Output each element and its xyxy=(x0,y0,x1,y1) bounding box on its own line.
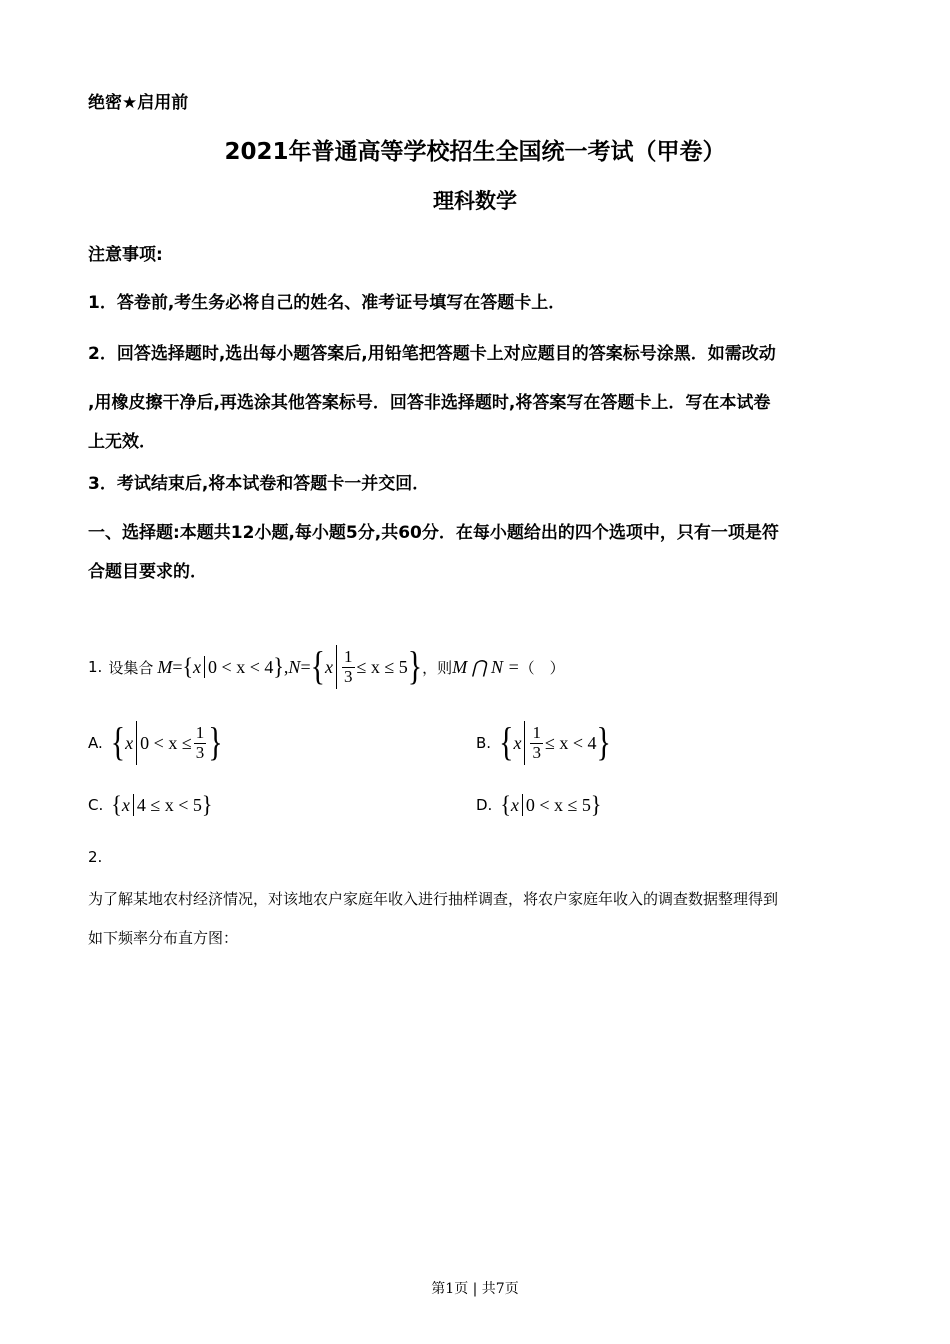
note-item-3: 3．考试结束后,将本试卷和答题卡一并交回． xyxy=(88,474,430,494)
option-d-cond: 0 < x ≤ 5 xyxy=(525,794,591,815)
q1-brace-close-n: } xyxy=(407,644,423,689)
q1-brace-close-m: } xyxy=(273,652,284,681)
option-b-brace-open: { xyxy=(499,720,514,765)
q2-number: 2. xyxy=(88,848,103,866)
q1-option-a xyxy=(88,716,223,770)
q1-comma: , xyxy=(283,656,289,677)
option-b-label: B. xyxy=(476,734,492,752)
option-a-cond: 0 < x ≤ xyxy=(140,732,192,753)
q1-bar-n xyxy=(336,645,337,689)
option-d-brace-close: } xyxy=(590,790,602,819)
option-d-bar xyxy=(522,794,523,816)
page-title: 2021年普通高等学校招生全国统一考试（甲卷） xyxy=(224,139,726,165)
q1-then: ，则 xyxy=(422,658,453,677)
option-b-cond: ≤ x < 4 xyxy=(544,732,597,753)
q1-cond-n: ≤ x ≤ 5 xyxy=(356,656,408,677)
q1-brace-open-m: { xyxy=(182,652,194,681)
q2-text-line2: 如下频率分布直方图： xyxy=(88,929,239,947)
q1-option-d xyxy=(476,790,601,820)
q1-frac-num: 1 xyxy=(344,646,353,666)
section-heading-line2: 合题目要求的． xyxy=(88,562,207,582)
option-b-fraction xyxy=(530,724,543,762)
q1-option-c xyxy=(88,790,212,820)
note-item-2-line3: 上无效． xyxy=(88,432,156,452)
page-footer: 第1页 | 共7页 xyxy=(431,1281,519,1297)
q2-text-line1: 为了解某地农村经济情况，对该地农户家庭年收入进行抽样调查，将农户家庭年收入的调查数据整理得到 xyxy=(88,890,779,908)
q1-brace-open-n: { xyxy=(310,644,325,689)
q1-fraction xyxy=(342,648,355,686)
option-b-bar xyxy=(524,721,525,765)
q1-frac-den: 3 xyxy=(344,666,353,686)
option-c-bar xyxy=(133,794,134,816)
option-c-label: C. xyxy=(88,796,104,814)
option-c-var: x xyxy=(121,794,130,815)
q1-paren: （ ） xyxy=(519,658,565,677)
q1-eq-m: = xyxy=(172,656,183,677)
q1-eq-n: = xyxy=(300,656,311,677)
q1-option-b xyxy=(476,716,611,770)
option-a-num: 1 xyxy=(195,722,205,742)
question-1 xyxy=(88,640,565,694)
secret-label: 绝密★启用前 xyxy=(88,93,189,113)
option-a-bar xyxy=(136,721,137,765)
q1-set-n: N xyxy=(288,656,301,677)
page-subtitle: 理科数学 xyxy=(433,189,517,213)
note-item-2-line2: ,用橡皮擦干净后,再选涂其他答案标号．回答非选择题时,将答案写在答题卡上．写在本试卷 xyxy=(88,393,771,413)
q1-var-m: x xyxy=(193,656,202,677)
option-d-brace-open: { xyxy=(500,790,511,819)
option-b-den: 3 xyxy=(532,742,541,762)
q1-bar-m xyxy=(204,656,205,678)
q1-var-n: x xyxy=(325,656,333,677)
q1-number: 1. xyxy=(88,658,103,676)
option-a-brace-open: { xyxy=(110,720,126,765)
notes-heading: 注意事项: xyxy=(88,245,163,265)
note-item-2-line1: 2．回答选择题时,选出每小题答案后,用铅笔把答题卡上对应题目的答案标号涂黑．如需改动 xyxy=(88,344,776,364)
option-d-var: x xyxy=(510,794,519,815)
option-c-brace-close: } xyxy=(201,790,213,819)
section-heading-line1: 一、选择题:本题共12小题,每小题5分,共60分．在每小题给出的四个选项中，只有一项是符 xyxy=(88,523,779,543)
option-d-label: D. xyxy=(476,796,493,814)
option-c-brace-open: { xyxy=(111,790,122,819)
option-b-var: x xyxy=(513,732,522,753)
note-item-1: 1．答卷前,考生务必将自己的姓名、准考证号填写在答题卡上． xyxy=(88,293,566,313)
option-a-brace-close: } xyxy=(208,720,223,765)
option-b-brace-close: } xyxy=(596,720,611,765)
option-a-fraction xyxy=(194,724,207,762)
q1-cond-m: 0 < x < 4 xyxy=(208,656,274,677)
q1-intersection: M ⋂ N = xyxy=(452,656,520,677)
q1-prefix: 设集合 xyxy=(108,658,154,677)
option-a-label: A. xyxy=(88,734,103,752)
option-a-den: 3 xyxy=(195,742,205,762)
option-b-num: 1 xyxy=(532,722,541,742)
option-c-cond: 4 ≤ x < 5 xyxy=(136,794,202,815)
q1-set-m: M xyxy=(157,656,173,677)
option-a-var: x xyxy=(125,732,134,753)
